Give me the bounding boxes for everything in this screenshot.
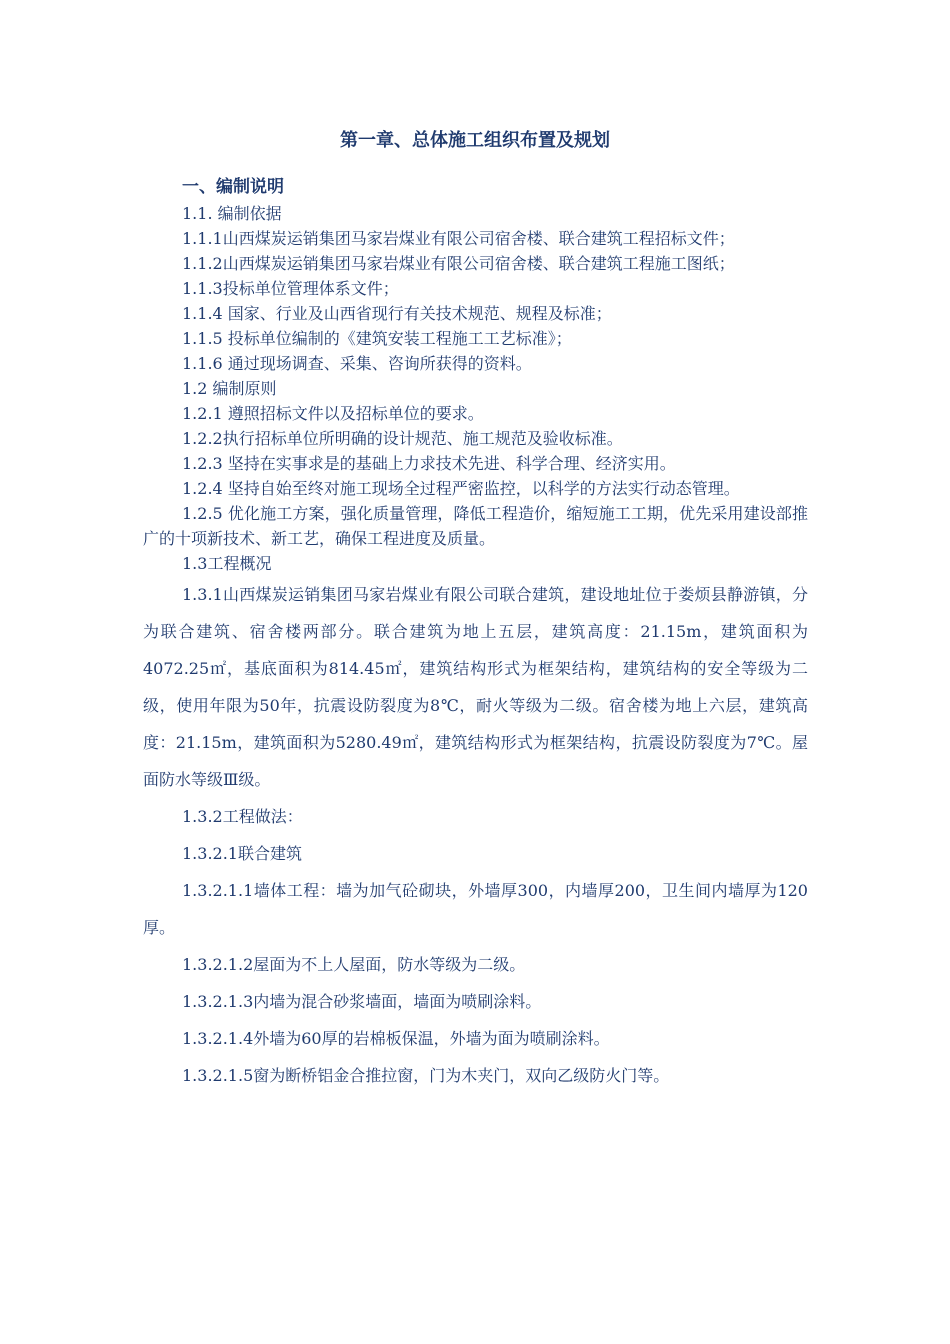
paragraph: 1.2.2执行招标单位所明确的设计规范、施工规范及验收标准。 — [182, 429, 623, 448]
paragraph: 1.2.3 坚持在实事求是的基础上力求技术先进、科学合理、经济实用。 — [182, 454, 676, 473]
paragraph: 1.3.2.1.2屋面为不上人屋面，防水等级为二级。 — [182, 955, 526, 974]
paragraph: 1.3.2.1.4外墙为60厚的岩棉板保温，外墙为面为喷刷涂料。 — [182, 1029, 610, 1048]
paragraph: 1.1.6 通过现场调查、采集、咨询所获得的资料。 — [182, 354, 532, 373]
paragraph: 1.1.2山西煤炭运销集团马家岩煤业有限公司宿舍楼、联合建筑工程施工图纸； — [182, 254, 735, 273]
section-heading: 一、编制说明 — [182, 177, 284, 197]
subsection-heading: 1.1. 编制依据 — [182, 204, 282, 223]
paragraph: 1.2.5 优化施工方案，强化质量管理，降低工程造价，缩短施工工期，优先采用建设部推广的十项新技术、新工艺，确保工程进度及质量。 — [143, 504, 808, 548]
chapter-title: 第一章、总体施工组织布置及规划 — [340, 130, 610, 151]
paragraph: 1.3.2工程做法： — [182, 807, 303, 826]
document-body — [143, 173, 808, 1094]
paragraph: 1.2.4 坚持自始至终对施工现场全过程严密监控，以科学的方法实行动态管理。 — [182, 479, 740, 498]
paragraph: 1.2.1 遵照招标文件以及招标单位的要求。 — [182, 404, 484, 423]
paragraph: 1.1.4 国家、行业及山西省现行有关技术规范、规程及标准； — [182, 304, 612, 323]
paragraph: 1.3.2.1.5窗为断桥铝金合推拉窗，门为木夹门，双向乙级防火门等。 — [182, 1066, 670, 1085]
paragraph: 1.3.2.1.3内墙为混合砂浆墙面，墙面为喷刷涂料。 — [182, 992, 542, 1011]
paragraph: 1.1.1山西煤炭运销集团马家岩煤业有限公司宿舍楼、联合建筑工程招标文件； — [182, 229, 735, 248]
paragraph: 1.1.5 投标单位编制的《建筑安装工程施工工艺标准》； — [182, 329, 572, 348]
paragraph: 1.3.2.1联合建筑 — [182, 844, 302, 863]
paragraph: 1.3.1山西煤炭运销集团马家岩煤业有限公司联合建筑，建设地址位于娄烦县静游镇，分为联合建筑、宿舍楼两部分。联合建筑为地上五层，建筑高度：21.15m，建筑面积为4072.25㎡，基底面积为814.45㎡，建筑结构形式为框架结构，建筑结构的安全等级为二级，使用年限为50年，抗震设防裂度为8℃，耐火等级为二级。宿舍楼为地上六层，建筑高度：21.15m，建筑面积为5280.49㎡，建筑结构形式为框架结构，抗震设防裂度为7℃。屋面防水等级Ⅲ级。 — [143, 585, 808, 789]
paragraph: 1.1.3投标单位管理体系文件； — [182, 279, 399, 298]
subsection-heading: 1.3工程概况 — [182, 554, 272, 573]
paragraph: 1.3.2.1.1墙体工程：墙为加气砼砌块，外墙厚300，内墙厚200，卫生间内墙厚为120厚。 — [143, 881, 808, 937]
subsection-heading: 1.2 编制原则 — [182, 379, 277, 398]
